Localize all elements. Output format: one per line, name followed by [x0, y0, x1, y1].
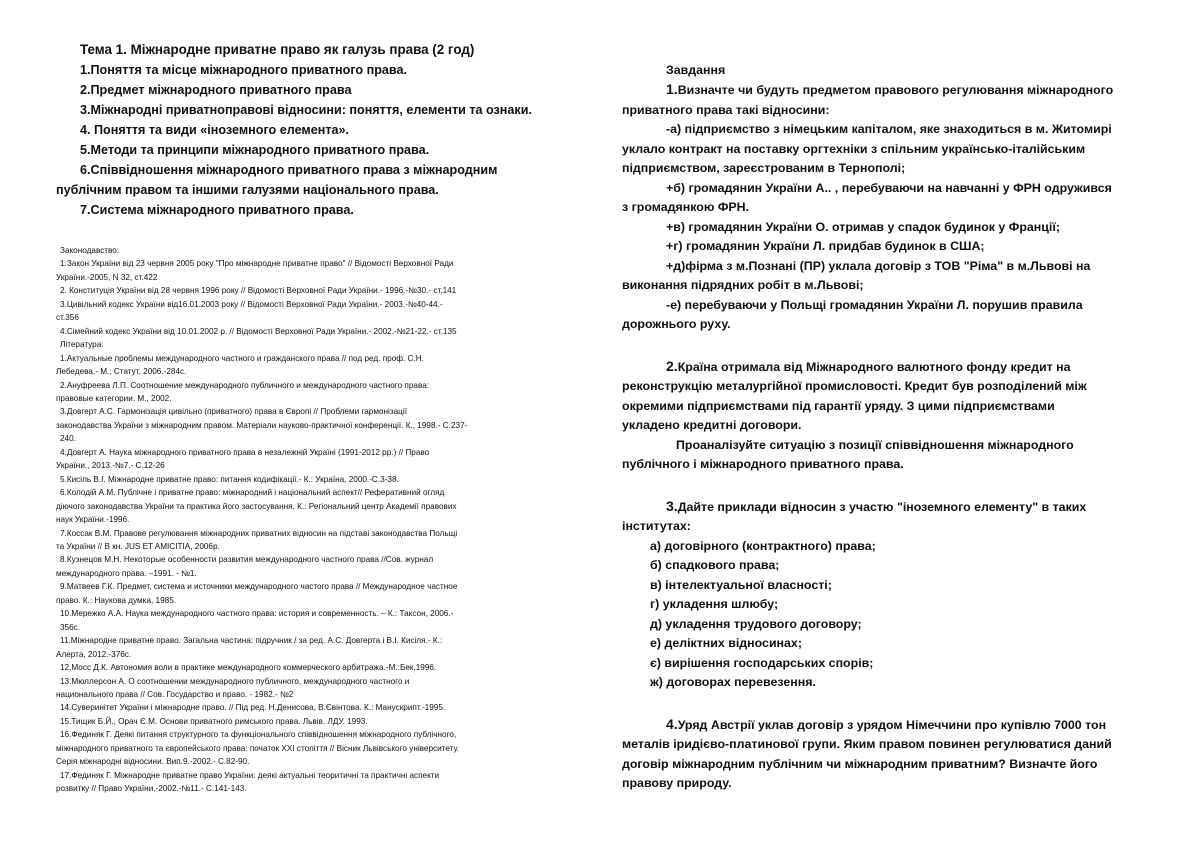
task-1-option	[622, 179, 1162, 218]
literature-line: діючого законодавства України та практика його застосування. К.: Регіональний центр Академії правових	[56, 501, 457, 511]
task-3-option: а) договірного (контрактного) права;	[650, 538, 876, 553]
task-1-first-line	[622, 80, 1162, 101]
literature-line: право. К.: Наукова думка, 1985.	[56, 595, 177, 605]
legislation-heading: Законодавство:	[60, 246, 120, 255]
literature-line: 1.Актуальные проблемы международного частного и гражданского права // под ред. проф. С.Н.	[60, 353, 424, 363]
topic-item: 6.Співвідношення міжнародного приватного права з міжнародним	[80, 163, 498, 177]
task-1-option	[622, 257, 1162, 296]
task-3-option: в) інтелектуальної власності;	[650, 577, 832, 592]
tasks-heading: Завдання	[666, 63, 726, 77]
literature-line: та України // В кн. JUS ET AMICITIA, 2006р.	[56, 541, 220, 551]
task-3-option: г) укладення шлюбу;	[650, 597, 779, 611]
legislation-line: 4.Сімейний кодекс України від 10.01.2002 р. // Відомості Верховної Ради України.- 2002.-№21-22.- ст.135	[60, 326, 457, 336]
task-3	[622, 497, 1162, 537]
sources-list	[56, 244, 596, 796]
literature-line: 5.Кисіль В.І. Міжнародне приватне право: питання кодифікації.- К.: Україна, 2000.-С.3-38.	[60, 474, 399, 484]
literature-line: национального права // Сов. Государство и право. - 1982.- №2	[56, 689, 294, 699]
literature-line: України., 2013.-№7.- С.12-26	[56, 461, 165, 471]
literature-list	[56, 352, 596, 796]
literature-line: 16.Фединяк Г. Деякі питання структурного та функціонального співвідношення міжнародного публічного,	[60, 730, 457, 740]
literature-line: правовые категории. М., 2002.	[56, 393, 172, 403]
task-1-option-line: уклало контракт на поставку оргтехніки з спільним українсько-італійським	[622, 141, 1086, 156]
literature-line: 7.Коссак В.М. Правове регулювання міжнародних приватних відносин на підставі законодавства Польщі	[60, 528, 458, 538]
literature-line: 240.	[60, 434, 76, 444]
task-1-text: Визначте чи будуть предметом правового регулювання міжнародного	[677, 83, 1114, 97]
legislation-line: 3.Цивільний кодекс України від16.01.2003 року // Відомості Верховної Ради України.- 2003.-№40-44.-	[60, 299, 443, 309]
task-1-option	[622, 296, 1162, 335]
legislation-line: ст.356	[56, 313, 79, 323]
literature-line: 3.Довгерт А.С. Гармонізація цивільно (приватного) права в Європі // Проблеми гармонізації	[60, 407, 407, 417]
task-3-option: е) деліктних відносинах;	[650, 636, 802, 650]
literature-line: 8.Кузнецов М.Н. Некоторые особенности развития международного частного права //Сов. журнал	[60, 555, 434, 565]
literature-line: 13.Мюллерсон А. О соотношении международного публичного, международного частного и	[60, 676, 410, 686]
task-1-option-line: +г) громадянин України Л. придбав будинок в США;	[666, 239, 985, 253]
topic-item: 7.Система міжнародного приватного права.	[80, 203, 354, 217]
task-3-option: ж) договорах перевезення.	[650, 675, 816, 689]
literature-line: 10.Мережко А.А. Наука международного частного права: история и современность. – К.: Таксон, 2006.-	[60, 609, 454, 619]
task-4	[622, 715, 1162, 794]
topic-item: публічним правом та іншими галузями національного права.	[56, 183, 439, 197]
legislation-line: 1.Закон України від 23 червня 2005 року "Про міжнародне приватне право" // Відомості Верховної Ради	[60, 259, 454, 269]
task-1-option-line: -а) підприємство з німецьким капіталом, яке знаходиться в м. Житомирі	[666, 122, 1112, 136]
literature-line: 14.Суверинітет України і міжнародне право. // Під ред. Н.Денисова, В.Євінтова. К.: Манускрипт.-1995.	[60, 703, 446, 713]
task-4-line: договір міжнародним публічним чи міжнародним приватним? Визначте його	[622, 756, 1098, 771]
topic-item: 4. Поняття та види «іноземного елемента».	[80, 123, 350, 137]
task-1-option-line: +д)фірма з м.Познані (ПР) уклала договір з ТОВ "Ріма" в м.Львові на	[666, 258, 1091, 273]
literature-line: 6.Колодій А.М. Публічне і приватне право: міжнародний і національний аспект// Реферативний огляд	[60, 488, 445, 498]
task-1-option	[622, 120, 1162, 179]
task-1-text-cont: приватного права такі відносини:	[622, 102, 830, 117]
task-1-options	[622, 120, 1162, 335]
task-4-line: правову природу.	[622, 776, 732, 790]
literature-line: розвитку // Право України.-2002.-№11.- С.141-143.	[56, 784, 247, 794]
topic-item: 5.Методи та принципи міжнародного приватного права.	[80, 143, 430, 157]
literature-line: 356с.	[60, 622, 81, 632]
task-1-option-line: +в) громадянин України О. отримав у спадок будинок у Франції;	[666, 219, 1060, 234]
topic-item: 3.Міжнародні приватноправові відносини: поняття, елементи та ознаки.	[80, 103, 532, 117]
task-1-option-line: +б) громадянин України А.. , перебуваючи на навчанні у ФРН одружився	[666, 180, 1112, 195]
task-3-number: 3.	[666, 497, 678, 514]
topic-title: Тема 1. Міжнародне приватне право як галузь права (2 год)	[80, 42, 475, 57]
literature-line: 4.Довгерт А. Наука міжнародного приватного права в незалежній Україні (1991-2012 рр.) // Право	[60, 447, 430, 457]
task-2-line: реконструкцію металургійної промисловості. Кредит був розподілений між	[622, 379, 1087, 393]
literature-heading: Література:	[60, 340, 104, 350]
literature-line: 9.Матвеев Г.К. Предмет, система и источники международного частого права // Международное частное	[60, 582, 458, 592]
task-3-option: б) спадкового права;	[650, 558, 780, 572]
task-2	[622, 357, 1162, 436]
literature-line: наук України.-1996.	[56, 515, 130, 525]
literature-line: 12.Мосс Д.К. Автономия воли в практике международного коммерческого арбитража.-М.:Бек,1996.	[60, 663, 437, 673]
literature-line: 2.Ануфреева Л.П. Соотношение международного публичного и международного частного права:	[60, 380, 430, 390]
task-2-first-line	[622, 357, 1162, 378]
task-4-text: Уряд Австрії уклав договір з урядом Німеччини про купівлю 7000 тон	[677, 717, 1107, 732]
task-2-question-line: Проаналізуйте ситуацію з позиції співвідношення міжнародного	[676, 437, 1074, 452]
literature-line: международного права. –1991. - №1.	[56, 568, 197, 578]
task-2-question-line: публічного і міжнародного приватного права.	[622, 457, 904, 471]
topic-list	[56, 60, 596, 220]
literature-line: міжнародного приватного та європейського права: початок ХХІ століття // Вісник Львівського університету.	[56, 743, 460, 753]
task-1-option-line: виконання підрядних робіт в м.Львові;	[622, 278, 864, 292]
task-4-first-line	[622, 715, 1162, 736]
task-3-text: Дайте приклади відносин з участю "іноземного елементу" в таких	[677, 499, 1087, 514]
task-4-line: металів іридієво-платинової групи. Яким правом повинен регулюватися даний	[622, 737, 1112, 751]
task-1-option-line: -е) перебуваючи у Польщі громадянин України Л. порушив правила	[666, 297, 1083, 312]
task-1-option	[622, 218, 1162, 238]
legislation-line: України.-2005, N 32, ст.422	[56, 272, 158, 282]
task-3-first-line	[622, 497, 1162, 518]
literature-line: Лебедева.- М.: Статут, 2006.-284с.	[56, 367, 187, 377]
task-3-option: є) вирішення господарських спорів;	[650, 655, 874, 670]
task-1-option-line: з громадянкою ФРН.	[622, 200, 750, 214]
task-2-line: окремими підприємствами під гарантії уряду. З цими підприємствами	[622, 398, 1055, 413]
legislation-line: 2. Конституція України від 28 червня 1996 року // Відомості Верховної Ради України.- 1996.-№30.- ст.141	[60, 286, 457, 296]
literature-line: Серія міжнародні відносини. Вип.9.-2002.- С.82-90.	[56, 757, 250, 767]
task-1-number: 1.	[666, 81, 678, 97]
task-2-number: 2.	[666, 357, 678, 374]
task-2-line: укладено кредитні договори.	[622, 418, 802, 432]
task-1	[622, 80, 1162, 120]
task-1-option-line: дорожнього руху.	[622, 317, 731, 331]
task-4-number: 4.	[666, 715, 678, 732]
left-column	[56, 40, 596, 796]
literature-line: 17.Фединяк Г. Міжнародне приватне право України: деякі актуальні теоритичні та практичні аспекти	[60, 770, 440, 780]
task-1-option-line: підприємством, зареєстрованим в Тернополі;	[622, 161, 906, 175]
task-2-question	[622, 436, 1162, 475]
task-3-line: інститутах:	[622, 519, 691, 533]
literature-line: 11.Міжнародне приватне право. Загальна частина: підручник / за ред. А.С. Довгерта і В.І. Кисіля.- К.:	[60, 636, 443, 646]
task-3-option: д) укладення трудового договору;	[650, 616, 862, 631]
topic-item: 1.Поняття та місце міжнародного приватного права.	[80, 63, 408, 77]
topic-item: 2.Предмет міжнародного приватного права	[80, 83, 352, 97]
right-column	[622, 60, 1162, 794]
task-2-text: Країна отримала від Міжнародного валютного фонду кредит на	[677, 359, 1071, 374]
task-3-options	[622, 537, 1162, 693]
literature-line: Алерта, 2012.-376с.	[56, 649, 132, 659]
task-1-option	[622, 237, 1162, 257]
literature-line: 15.Тищик Б.Й., Орач Є.М. Основи приватного римського права. Львів. ЛДУ. 1993.	[60, 716, 368, 726]
legislation-list	[56, 257, 596, 338]
literature-line: законодавства України з міжнародним правом. Матеріали науково-практичної конференції. К., 1998.- С.237-	[56, 420, 468, 430]
